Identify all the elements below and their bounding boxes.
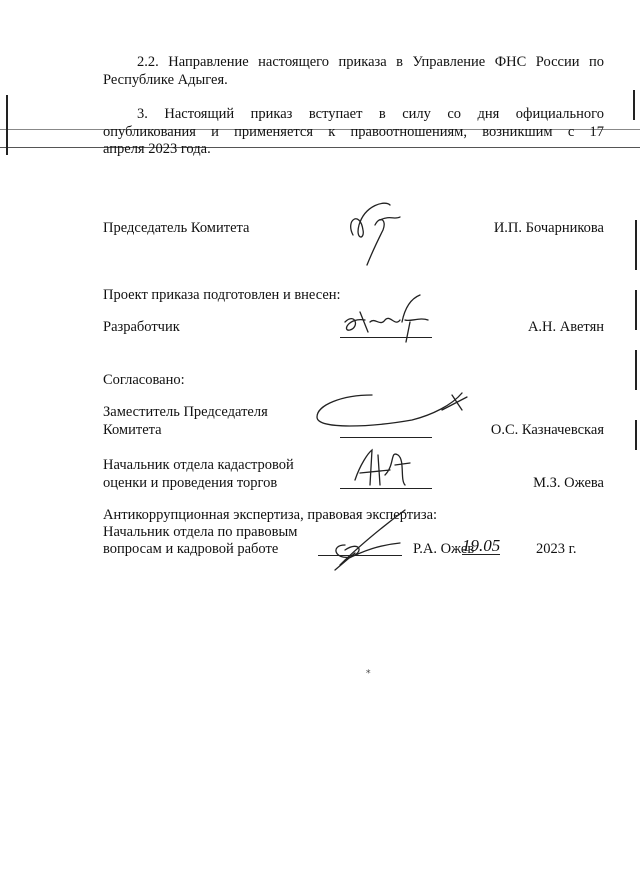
agreed-heading: Согласовано: (103, 372, 185, 388)
paragraph-3-line-3: апреля 2023 года. (103, 141, 211, 157)
deputy-name: О.С. Казначевская (490, 422, 604, 438)
scan-edge (635, 350, 637, 390)
expertise-heading: Антикоррупционная экспертиза, правовая экспертиза: (103, 507, 438, 523)
scan-line (0, 147, 640, 148)
legal-date-suffix: 2023 г. (536, 541, 577, 557)
deputy-title-line-1: Заместитель Председателя (103, 404, 268, 420)
chairman-title: Председатель Комитета (103, 220, 250, 236)
scan-speck: ⁎ (366, 665, 371, 675)
developer-title: Разработчик (103, 319, 180, 335)
chairman-signature (345, 195, 405, 270)
deputy-signature (312, 385, 472, 435)
legal-title-line-2: вопросам и кадровой работе (103, 541, 279, 557)
scan-edge (635, 220, 637, 270)
cadastral-name: М.З. Ожева (533, 475, 604, 491)
scan-edge (633, 90, 635, 120)
paragraph-2-2-line-1: 2.2. Направление настоящего приказа в Управление ФНС России по (137, 54, 604, 70)
legal-signature (315, 505, 415, 575)
cadastral-title-line-1: Начальник отдела кадастровой (103, 457, 294, 473)
paragraph-3-line-2: опубликования и применяется к правоотношениям, возникшим с 17 (103, 124, 604, 140)
scan-edge (635, 420, 637, 450)
cadastral-signature (350, 445, 420, 495)
developer-name: А.Н. Аветян (527, 319, 604, 335)
prepared-heading: Проект приказа подготовлен и внесен: (103, 287, 341, 303)
scan-edge (6, 95, 8, 155)
developer-signature (340, 292, 430, 347)
scan-edge (635, 290, 637, 330)
signature-line (340, 437, 432, 438)
legal-name: Р.А. Ожев (413, 541, 475, 557)
legal-date-handwritten: 19.05 (462, 536, 501, 555)
paragraph-2-2-line-2: Республике Адыгея. (103, 72, 228, 88)
chairman-name: И.П. Бочарникова (493, 220, 604, 236)
deputy-title-line-2: Комитета (103, 422, 162, 438)
legal-title-line-1: Начальник отдела по правовым (103, 524, 298, 540)
cadastral-title-line-2: оценки и проведения торгов (103, 475, 278, 491)
paragraph-3-line-1: 3. Настоящий приказ вступает в силу со дня официального (137, 106, 604, 122)
